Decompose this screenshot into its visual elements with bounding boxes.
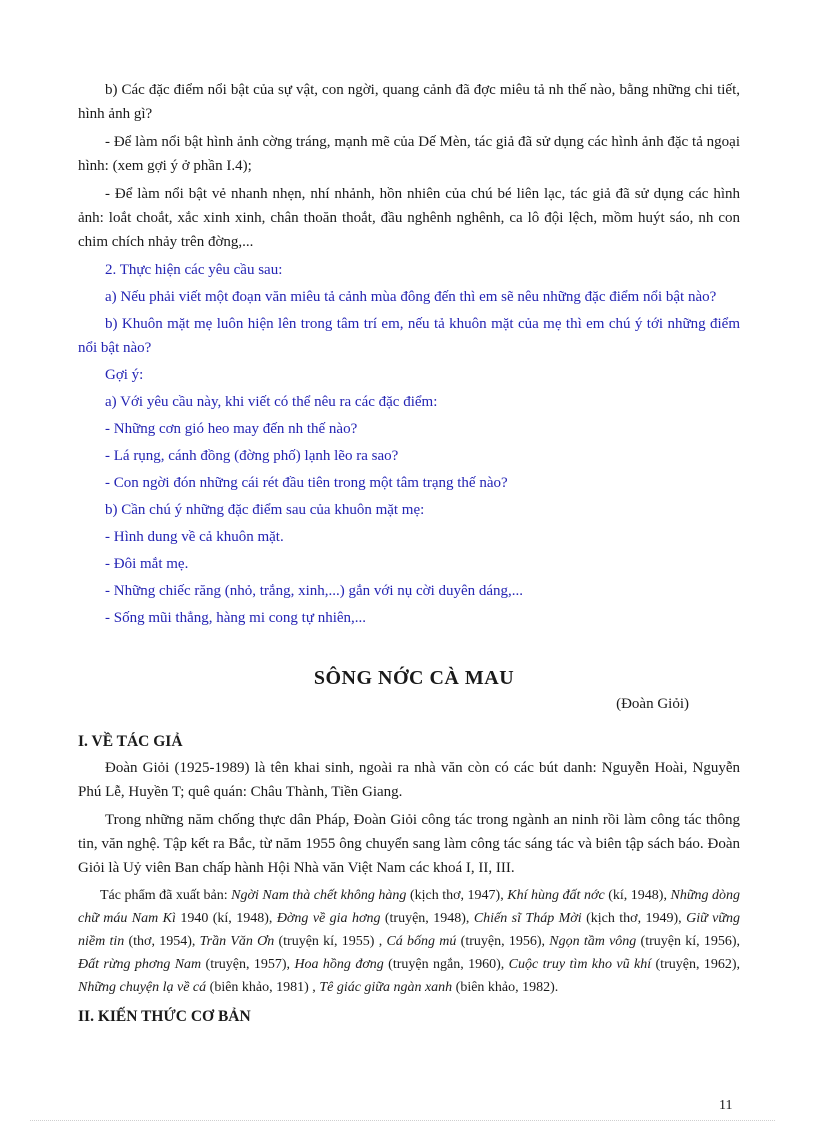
work-note: (kịch thơ, 1949),: [581, 911, 687, 926]
exercise-heading: 2. Thực hiện các yêu cầu sau:: [105, 262, 283, 278]
work-title: Cuộc truy tìm kho vũ khí: [508, 957, 652, 972]
work-note: 1940 (kí, 1948),: [175, 911, 277, 926]
requirement-b: b) Khuôn mặt mẹ luôn hiện lên trong tâm trí em, nếu tả khuôn mặt của mẹ thì em chú ý tới những điểm nổi bật nào?: [78, 316, 740, 356]
work-note: (kịch thơ, 1947),: [406, 888, 508, 903]
hint-b-item: - Những chiếc răng (nhỏ, trắng, xinh,...) gắn với nụ cời duyên dáng,...: [105, 583, 524, 599]
question-b: b) Các đặc điểm nổi bật của sự vật, con ngời, quang cảnh đã đợc miêu tả nh thế nào, bằng những chi tiết, hình ảnh gì?: [78, 82, 740, 122]
hint-b-item: - Đôi mắt mẹ.: [105, 556, 189, 572]
lesson-title: SÔNG NỚC CÀ MAU: [313, 667, 515, 689]
hint-b-item: - Sống mũi thẳng, hàng mi cong tự nhiên,...: [105, 610, 367, 626]
work-title: Cá bống mú: [386, 934, 457, 949]
section-heading-knowledge: II. KIẾN THỨC CƠ BẢN: [78, 1008, 251, 1025]
hint-a-item: - Lá rụng, cánh đồng (đờng phố) lạnh lẽo ra sao?: [105, 448, 399, 464]
hint-b-item: - Hình dung về cả khuôn mặt.: [105, 529, 284, 545]
work-title: Những dòng chữ máu Nam Kì: [78, 888, 740, 926]
author-bio-2: Trong những năm chống thực dân Pháp, Đoàn Giỏi công tác trong ngành an ninh rồi làm công tác thông tin, văn nghệ. Tập kết ra Bắc, từ năm 1955 ông chuyển sang làm công tác sáng tác và biên tập sách báo. Đoàn Giỏi là Uỷ viên Ban chấp hành Hội Nhà văn Việt Nam các khoá I, II, III.: [78, 812, 740, 876]
answer-de-men: - Để làm nổi bật hình ảnh cờng tráng, mạnh mẽ của Dế Mèn, tác giả đã sử dụng các hình ảnh đặc tả ngoại hình: (xem gợi ý ở phần I.4);: [78, 134, 740, 174]
work-title: Chiến sĩ Tháp Mời: [473, 911, 582, 926]
answer-chu-be: - Để làm nổi bật vẻ nhanh nhẹn, nhí nhảnh, hồn nhiên của chú bé liên lạc, tác giả đã sử dụng các hình ảnh: loắt choắt, xắc xinh xinh, chân thoăn thoắt, đầu nghênh nghênh, ca lô đội lệch, mồm huýt sáo, nh con chim chích nhảy trên đờng,...: [78, 186, 740, 250]
lesson-author: (Đoàn Giỏi): [616, 696, 689, 712]
hint-label: Gợi ý:: [105, 367, 144, 383]
work-note: (kí, 1948),: [604, 888, 671, 903]
work-title: Những chuyện lạ về cá: [78, 980, 207, 995]
published-works: [78, 884, 740, 999]
author-bio-1: Đoàn Giỏi (1925-1989) là tên khai sinh, ngoài ra nhà văn còn có các bút danh: Nguyễn Hoài, Nguyễn Phú Lễ, Huyền T; quê quán: Châu Thành, Tiền Giang.: [78, 760, 740, 800]
work-title: Tê giác giữa ngàn xanh: [319, 980, 453, 995]
hint-a: a) Với yêu cầu này, khi viết có thể nêu ra các đặc điểm:: [105, 394, 438, 410]
work-note: (truyện ngắn, 1960),: [383, 957, 509, 972]
work-note: (truyện kí, 1956),: [636, 934, 741, 949]
hint-b: b) Cần chú ý những đặc điểm sau của khuôn mặt mẹ:: [105, 502, 425, 518]
work-note: (truyện, 1956),: [456, 934, 550, 949]
section-heading-author: I. VỀ TÁC GIẢ: [78, 733, 183, 750]
hint-a-item: - Con ngời đón những cái rét đầu tiên trong một tâm trạng thế nào?: [105, 475, 508, 491]
work-note: (biên khảo, 1981) ,: [206, 980, 320, 995]
work-note: (thơ, 1954),: [124, 934, 200, 949]
work-note: (truyện kí, 1955) ,: [274, 934, 387, 949]
hint-a-item: - Những cơn gió heo may đến nh thế nào?: [105, 421, 358, 437]
work-title: Ngời Nam thà chết không hàng: [231, 888, 407, 903]
work-title: Khí hùng đất nớc: [507, 888, 605, 903]
work-note: (truyện, 1957),: [201, 957, 295, 972]
requirement-a: a) Nếu phải viết một đoạn văn miêu tả cảnh mùa đông đến thì em sẽ nêu những đặc điểm nổi bật nào?: [105, 289, 717, 305]
work-title: Hoa hồng đơng: [294, 957, 384, 972]
page-content: [78, 78, 740, 1031]
work-title: Trần Văn Ơn: [199, 934, 275, 949]
work-title: Ngọn tầm vông: [549, 934, 637, 949]
work-note: (truyện, 1962),: [651, 957, 740, 972]
footer-divider: [30, 1120, 775, 1121]
page-number: 11: [719, 1098, 733, 1113]
work-note: (truyện, 1948),: [380, 911, 474, 926]
works-lead: Tác phẩm đã xuất bản:: [100, 888, 232, 903]
work-title: Đờng về gia hơng: [276, 911, 381, 926]
exercise-block: [78, 258, 740, 630]
work-title: Giữ vững niềm tin: [78, 911, 740, 949]
work-note: (biên khảo, 1982).: [452, 980, 559, 995]
work-title: Đất rừng phơng Nam: [78, 957, 202, 972]
